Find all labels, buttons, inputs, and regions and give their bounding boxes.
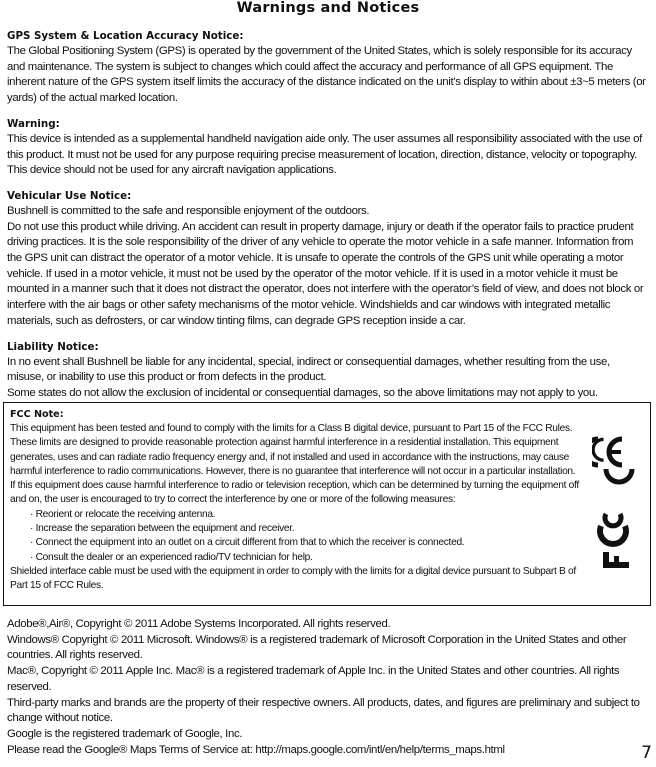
fcc-note-box [3, 402, 651, 606]
page-title: Warnings and Notices [236, 0, 420, 16]
list-item: · Consult the dealer or an experienced radio/TV technician for help. [30, 551, 580, 565]
section-title: Warning: [7, 117, 60, 130]
list-item: · Increase the separation between the equipment and receiver. [30, 522, 580, 536]
section-title: GPS System & Location Accuracy Notice: [7, 30, 244, 42]
ce-mark-icon [592, 433, 640, 489]
liability-notice [7, 340, 647, 402]
section-text: Bushnell is committed to the safe and responsible enjoyment of the outdoors. [7, 204, 370, 217]
list-item: · Connect the equipment into an outlet on a circuit different from that to which the receiver is connected. [30, 536, 580, 550]
section-text: Some states do not allow the exclusion of incidental or consequential damages, so the above limitations may not apply to you. [7, 386, 598, 399]
fcc-logo-icon [592, 507, 638, 571]
section-title: Liability Notice: [7, 340, 99, 353]
fcc-closing-text: Shielded interface cable must be used with the equipment in order to comply with the limits for a digital device pursuant to Subpart B of Part 15 of FCC Rules. [10, 565, 576, 592]
footer-line: Google is the registered trademark of Google, Inc. [7, 727, 243, 740]
footer-line: Mac®, Copyright © 2011 Apple Inc. Mac® is a registered trademark of Apple Inc. in the United States and other countries. All rights reserved. [7, 665, 620, 693]
fcc-note-title: FCC Note: [10, 409, 64, 420]
fcc-measures-list [10, 508, 580, 565]
footer-line: Windows® Copyright © 2011 Microsoft. Windows® is a registered trademark of Microsoft Corporation in the United States and other countries. All rights reserved. [7, 633, 627, 662]
copyright-footer [7, 617, 647, 758]
section-text: This device is intended as a supplemental handheld navigation aide only. The user assumes all responsibility associated with the use of this product. It must not be used for any purpose requiring precise measurement of location, direction, distance, velocity or topography. This device should not be used for any aircraft navigation applications. [7, 132, 642, 177]
footer-line: Please read the Google® Maps Terms of Service at: http://maps.google.com/intl/en/help/terms_maps.html [7, 743, 505, 756]
fcc-note-text [10, 408, 580, 594]
footer-line: Adobe®,Air®, Copyright © 2011 Adobe Systems Incorporated. All rights reserved. [7, 618, 391, 630]
vehicular-use-notice [7, 189, 647, 330]
page-number: 7 [641, 743, 652, 763]
warning-notice [7, 117, 647, 179]
fcc-note-paragraph: This equipment has been tested and found to comply with the limits for a Class B digital device, pursuant to Part 15 of the FCC Rules. These limits are designed to provide reasonable protection against harmful interference in a residential installation. This equipment generates, uses and can radiate radio frequency energy and, if not installed and used in accordance with the instructions, may cause harmful interference to radio communications. However, there is no guarantee that interference will not occur in a particular installation. If this equipment does cause harmful interference to radio or television reception, which can be determined by turning the equipment off and on, the user is encouraged to try to correct the interference by one or more of the following measures: [10, 423, 579, 506]
section-text: In no event shall Bushnell be liable for any incidental, special, indirect or consequential damages, whether resulting from the use, misuse, or inability to use this product or from defects in the product. [7, 355, 610, 384]
section-text: The Global Positioning System (GPS) is operated by the government of the United States, which is solely responsible for its accuracy and maintenance. The system is subject to changes which could affect the accuracy and performance of all GPS equipment. The inherent nature of the GPS system itself limits the accuracy of the distance indicated on the unit’s display to within about ±3~5 meters (or yards) of the actual marked location. [7, 45, 646, 105]
notices-content [7, 29, 647, 412]
footer-line: Third-party marks and brands are the property of their respective owners. All products, dates, and figures are preliminary and subject to change without notice. [7, 696, 640, 725]
section-text: Do not use this product while driving. An accident can result in property damage, injury or death if the operator fails to practice prudent driving practices. It is the sole responsibility of the driver of any vehicle to operate the motor vehicle in a safe manner. Information from the GPS unit can distract the operator of a motor vehicle. It is unsafe to operate the controls of the GPS unit while operating a motor vehicle. If used in a motor vehicle, it must not be used by the operator of the motor vehicle. If it is used in a motor vehicle it must be mounted in a manner such that it does not distract the operator, does not interfere with the operator’s field of view, and does not block or interfere with the air bags or other safety mechanisms of the motor vehicle. Windshields and car windows with integrated metallic materials, such as defrosters, or car window tinting films, can degrade GPS reception inside a car. [7, 220, 644, 327]
list-item: · Reorient or relocate the receiving antenna. [30, 508, 580, 522]
gps-accuracy-notice [7, 29, 647, 107]
section-title: Vehicular Use Notice: [7, 189, 132, 202]
